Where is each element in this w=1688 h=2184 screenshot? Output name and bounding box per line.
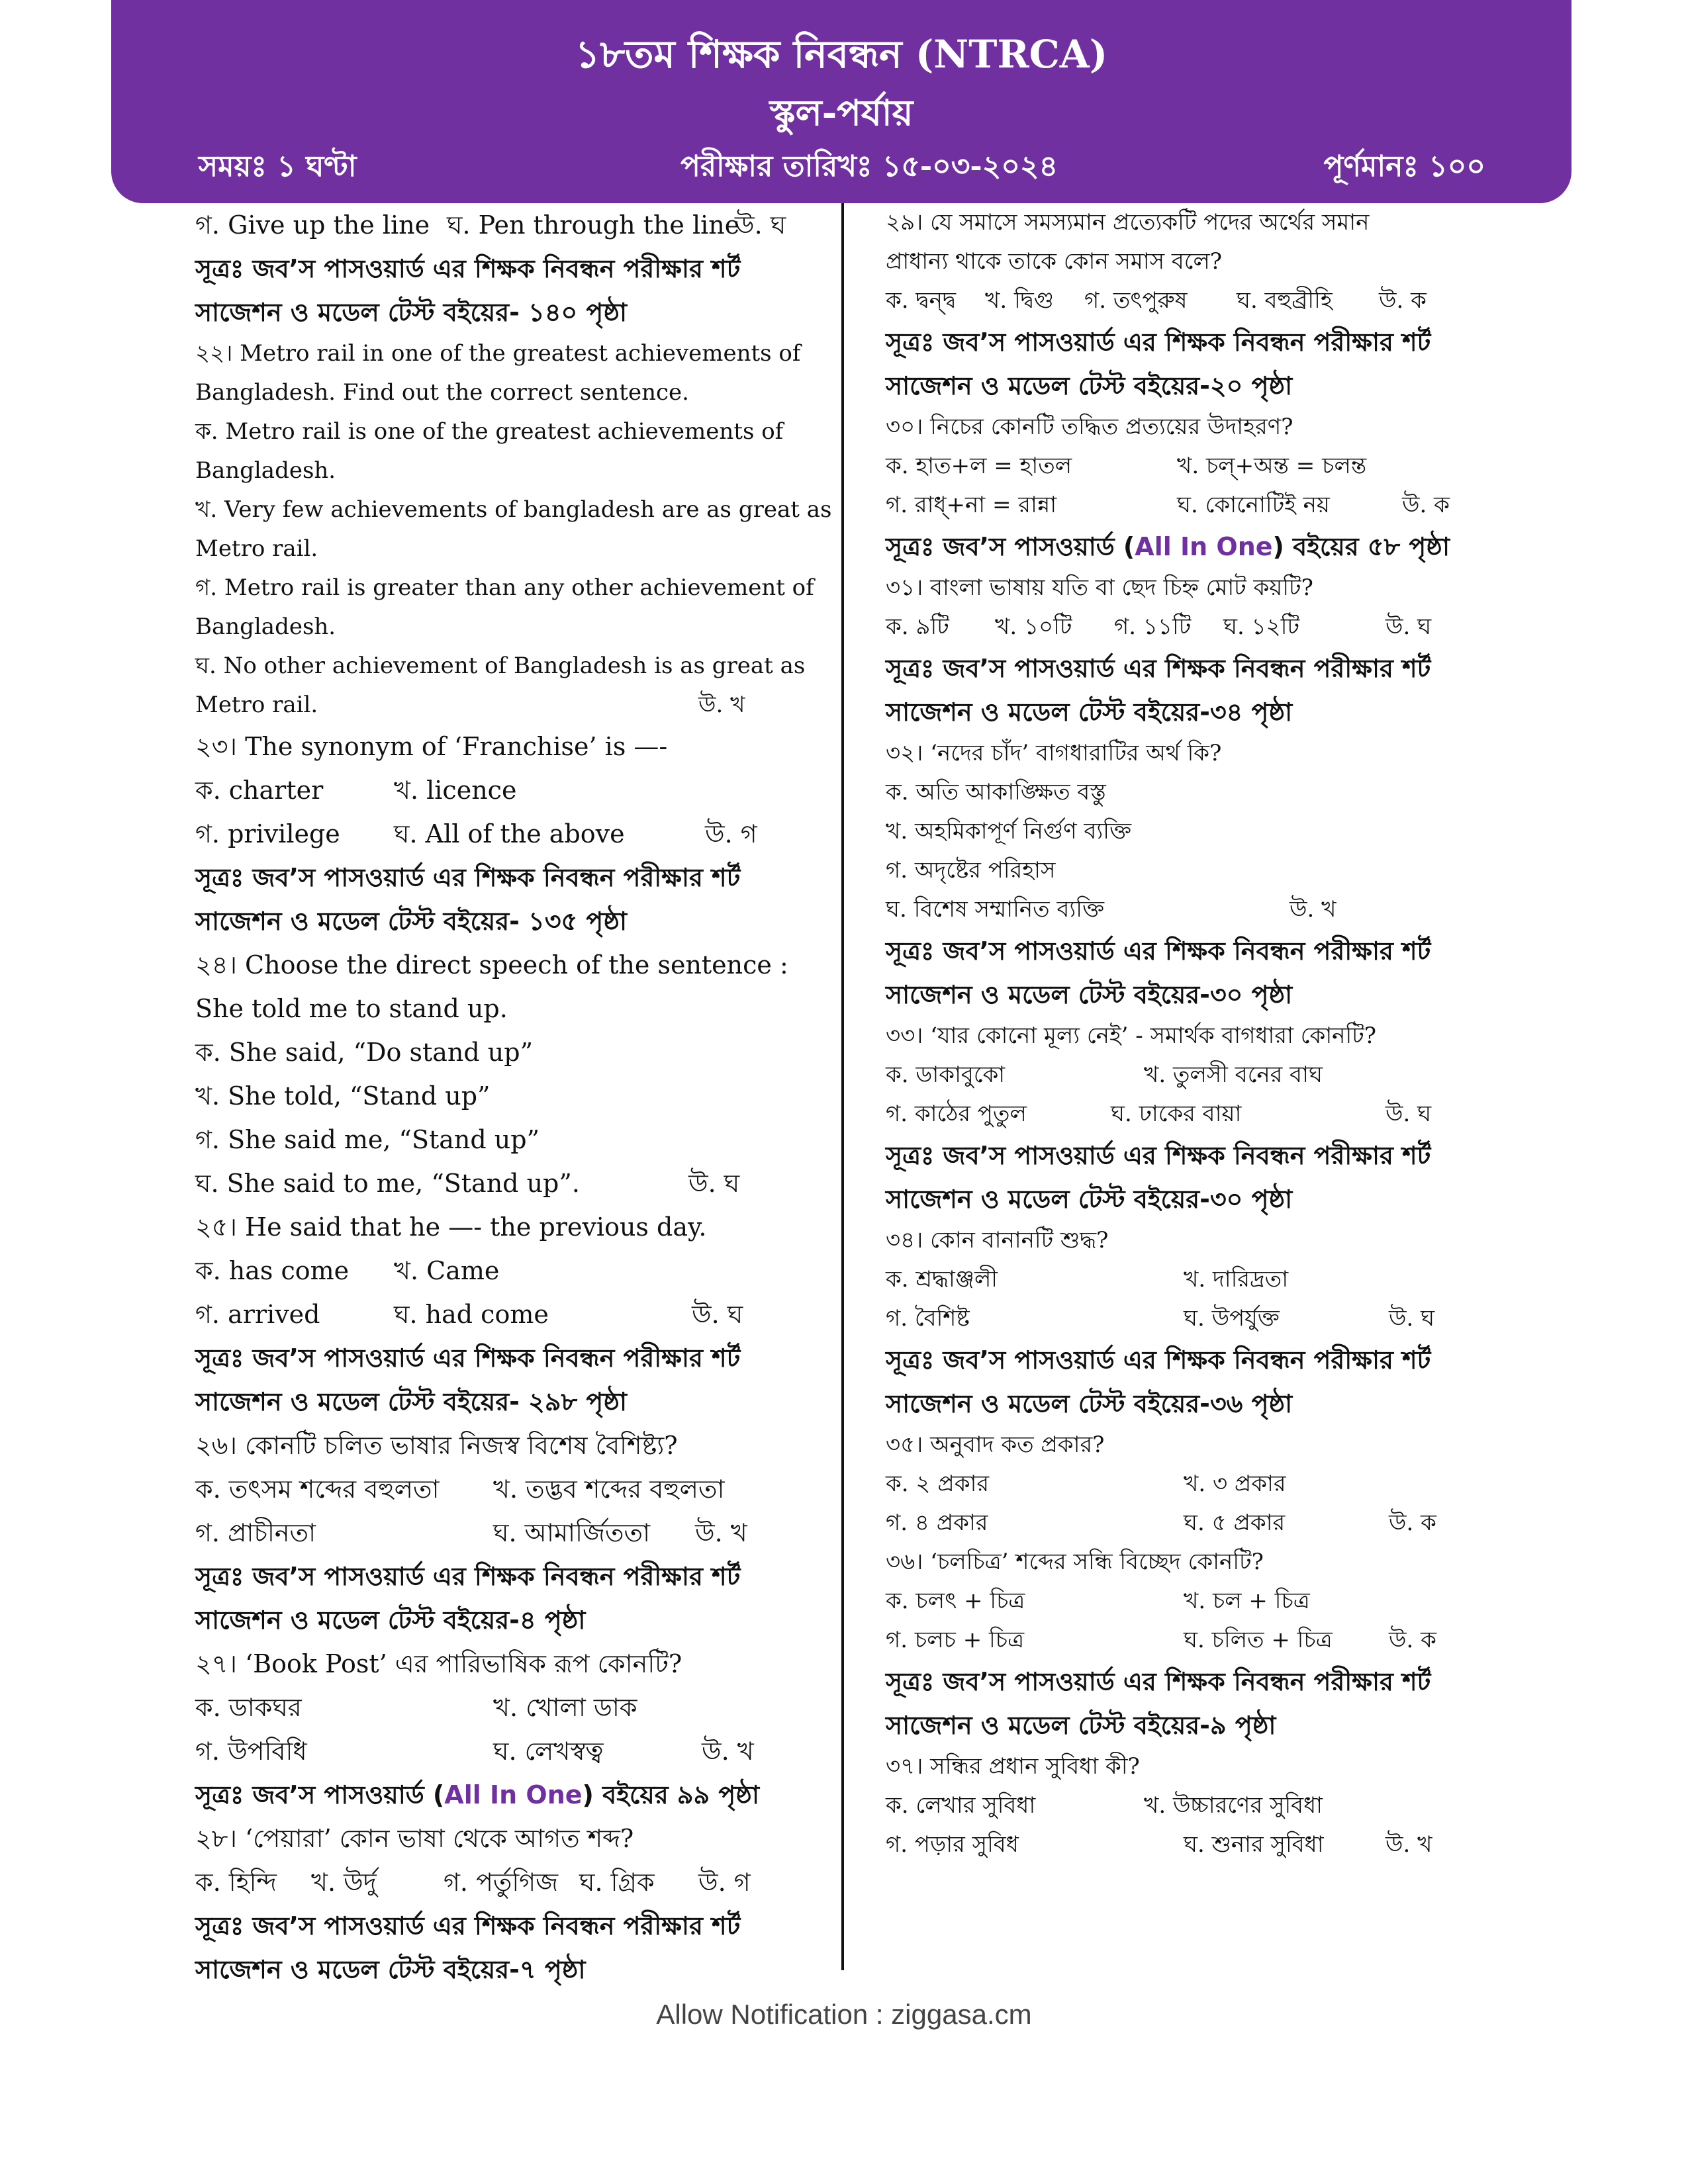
option-kh: খ. চল + চিত্র	[1184, 1588, 1310, 1614]
answer: উ. খ	[698, 692, 745, 718]
options-row	[195, 812, 824, 856]
question-text: প্রাধান্য থাকে তাকে কোন সমাস বলে?	[886, 248, 1223, 275]
answer: উ. ঘ	[1389, 1305, 1435, 1332]
option-kh: খ. Very few achievements of bangladesh are as great as	[195, 496, 832, 523]
options-row	[195, 1511, 824, 1555]
right-column	[886, 203, 1515, 1864]
question-text: ৩৭। সন্ধির প্রধান সুবিধা কী?	[886, 1753, 1140, 1780]
answer: উ. ক	[1389, 1510, 1436, 1536]
option-g: গ. She said me, “Stand up”	[195, 1125, 540, 1154]
options-row	[886, 1825, 1515, 1864]
source-line: সাজেশন ও মডেল টেস্ট বইয়ের- ২৯৮ পৃষ্ঠা	[195, 1387, 628, 1416]
source-line: সাজেশন ও মডেল টেস্ট বইয়ের-৩৬ পৃষ্ঠা	[886, 1389, 1293, 1418]
option-gh: ঘ. ১২টি	[1223, 614, 1300, 640]
option-k: ক. ডাকাবুকো	[886, 1062, 1006, 1088]
option-k: ক. charter	[195, 776, 324, 805]
option-kh: খ. তদ্ভব শব্দের বহুলতা	[493, 1475, 725, 1504]
options-row	[195, 1729, 824, 1773]
question-text: ৩০। নিচের কোনটি তদ্ধিত প্রত্যয়ের উদাহরণ?	[886, 414, 1293, 440]
question-text: ২৫। He said that he —- the previous day.	[195, 1212, 707, 1242]
header-banner	[111, 0, 1571, 203]
source-line: সূত্রঃ জব’স পাসওয়ার্ড এর শিক্ষক নিবন্ধন পরীক্ষার শর্ট	[195, 863, 741, 892]
options-row	[886, 1056, 1515, 1095]
option-gh: ঘ. had come	[394, 1300, 549, 1329]
options-row	[195, 768, 824, 812]
option-kh: খ. Came	[394, 1256, 500, 1285]
source-line: সূত্রঃ জব’স পাসওয়ার্ড এর শিক্ষক নিবন্ধন পরীক্ষার শর্ট	[886, 654, 1431, 683]
question-text: ৩৩। ‘যার কোনো মূল্য নেই’ - সমার্থক বাগধারা কোনটি?	[886, 1023, 1376, 1049]
option-k: ক. ২ প্রকার	[886, 1471, 990, 1497]
option-gh: ঘ. She said to me, “Stand up”.	[195, 1169, 580, 1198]
option-gh: ঘ. All of the above	[394, 819, 625, 848]
answer: উ. ঘ	[692, 1300, 743, 1329]
column-divider	[841, 203, 844, 1970]
q22-last-row	[195, 686, 824, 725]
option-g: গ. তৎপুরুষ	[1084, 287, 1188, 314]
option-g: গ. Give up the line	[195, 210, 430, 240]
option-k-cont: Bangladesh.	[195, 457, 336, 484]
option-k: ক. ডাকঘর	[195, 1693, 302, 1722]
q21-options	[195, 203, 824, 247]
source-line: সাজেশন ও মডেল টেস্ট বইয়ের- ১৩৫ পৃষ্ঠা	[195, 907, 628, 936]
option-k: ক. চলৎ + চিত্র	[886, 1588, 1025, 1614]
exam-title: ১৮তম শিক্ষক নিবন্ধন (NTRCA)	[575, 32, 1108, 77]
answer: উ. গ	[705, 819, 757, 848]
source-line: সাজেশন ও মডেল টেস্ট বইয়ের-৪ পৃষ্ঠা	[195, 1606, 586, 1635]
option-g: গ. ১১টি	[1114, 614, 1192, 640]
all-in-one-highlight: All In One	[444, 1780, 583, 1809]
options-row	[195, 1293, 824, 1336]
exam-meta-row	[111, 147, 1571, 187]
source-line	[195, 1773, 824, 1817]
option-g: গ. ৪ প্রকার	[886, 1510, 988, 1536]
source-line	[886, 525, 1515, 569]
option-k: ক. ৯টি	[886, 614, 949, 640]
option-gh: ঘ. ঢাকের বায়া	[1111, 1101, 1242, 1127]
source-line: সূত্রঃ জব’স পাসওয়ার্ড এর শিক্ষক নিবন্ধন পরীক্ষার শর্ট	[886, 1667, 1431, 1696]
answer: উ. ঘ	[735, 210, 786, 240]
option-g: গ. privilege	[195, 819, 340, 848]
source-line: সাজেশন ও মডেল টেস্ট বইয়ের-২০ পৃষ্ঠা	[886, 371, 1293, 400]
question-text: ৩৪। কোন বানানটি শুদ্ধ?	[886, 1227, 1109, 1253]
options-row	[886, 1095, 1515, 1134]
option-kh: খ. She told, “Stand up”	[195, 1081, 491, 1111]
options-row	[886, 1299, 1515, 1338]
question-text: She told me to stand up.	[195, 994, 508, 1023]
options-row	[886, 447, 1515, 486]
answer: উ. খ	[695, 1518, 747, 1547]
left-column	[195, 203, 832, 1991]
source-line: সাজেশন ও মডেল টেস্ট বইয়ের-৩৪ পৃষ্ঠা	[886, 698, 1293, 727]
answer: উ. ঘ	[1385, 1101, 1432, 1127]
option-gh: ঘ. আমার্জিততা	[493, 1518, 650, 1547]
option-g: গ. অদৃষ্টের পরিহাস	[886, 857, 1056, 884]
option-kh: খ. ৩ প্রকার	[1184, 1471, 1286, 1497]
option-gh: ঘ. বিশেষ সম্মানিত ব্যক্তি	[886, 896, 1105, 923]
option-g: গ. উপবিধি	[195, 1737, 307, 1766]
answer: উ. খ	[1289, 896, 1336, 923]
options-row	[886, 1465, 1515, 1504]
option-kh: খ. অহমিকাপূর্ণ নির্গুণ ব্যক্তি	[886, 818, 1132, 844]
option-gh: ঘ. কোনোটিই নয়	[1177, 492, 1330, 518]
option-k: ক. দ্বন্দ্ব	[886, 287, 957, 314]
option-gh: ঘ. চলিত + চিত্র	[1184, 1627, 1333, 1653]
options-row	[886, 1504, 1515, 1543]
question-text: ২৬। কোনটি চলিত ভাষার নিজস্ব বিশেষ বৈশিষ্ট্য?	[195, 1431, 678, 1460]
answer: উ. ক	[1402, 492, 1450, 518]
answer: উ. ঘ	[688, 1169, 740, 1198]
question-text: ২৭। ‘Book Post’ এর পারিভাষিক রূপ কোনটি?	[195, 1649, 682, 1678]
answer: উ. ক	[1389, 1627, 1436, 1653]
question-text: ২৩। The synonym of ‘Franchise’ is —-	[195, 732, 668, 761]
option-k: ক. She said, “Do stand up”	[195, 1038, 533, 1067]
options-row	[195, 1686, 824, 1729]
options-row	[886, 281, 1515, 320]
exam-date: পরীক্ষার তারিখঃ ১৫-০৩-২০২৪	[680, 150, 1058, 183]
option-gh: ঘ. বহুব্রীহি	[1237, 287, 1333, 314]
option-k: ক. has come	[195, 1256, 350, 1285]
option-gh: ঘ. লেখস্বত্ব	[493, 1737, 604, 1766]
option-kh: খ. উচ্চারণের সুবিধা	[1144, 1792, 1323, 1819]
options-row	[886, 608, 1515, 647]
question-text: ২২। Metro rail in one of the greatest achievements of	[195, 340, 801, 367]
option-g: গ. পড়ার সুবিধ	[886, 1831, 1019, 1858]
source-line: সাজেশন ও মডেল টেস্ট বইয়ের- ১৪০ পৃষ্ঠা	[195, 298, 628, 327]
question-text: ৩২। ‘নদের চাঁদ’ বাগধারাটির অর্থ কি?	[886, 740, 1222, 766]
footer-notification-text: Allow Notification : ziggasa.cm	[656, 1999, 1032, 2030]
option-g: গ. চলচ + চিত্র	[886, 1627, 1025, 1653]
answer: উ. খ	[1385, 1831, 1432, 1858]
option-k: ক. হাত+ল = হাতল	[886, 453, 1072, 479]
option-gh: ঘ. Pen through the line	[447, 210, 740, 240]
options-row	[195, 1860, 824, 1904]
source-line: সূত্রঃ জব’স পাসওয়ার্ড এর শিক্ষক নিবন্ধন পরীক্ষার শর্ট	[886, 328, 1431, 357]
options-row	[195, 1161, 824, 1205]
option-kh: খ. দারিদ্রতা	[1184, 1266, 1289, 1293]
option-gh: ঘ. শুনার সুবিধা	[1184, 1831, 1324, 1858]
question-text: ২৮। ‘পেয়ারা’ কোন ভাষা থেকে আগত শব্দ?	[195, 1824, 634, 1853]
option-g: গ. রাধ্‌+না = রান্না	[886, 492, 1057, 518]
option-gh-cont: Metro rail.	[195, 692, 318, 718]
source-line: সূত্রঃ জব’স পাসওয়ার্ড এর শিক্ষক নিবন্ধন পরীক্ষার শর্ট	[195, 1562, 741, 1591]
option-k: ক. শ্রদ্ধাঞ্জলী	[886, 1266, 998, 1293]
exam-marks: পূর্ণমানঃ ১০০	[1323, 150, 1485, 183]
source-line: সাজেশন ও মডেল টেস্ট বইয়ের-৩০ পৃষ্ঠা	[886, 1185, 1293, 1214]
question-text: ২৪। Choose the direct speech of the sentence :	[195, 950, 788, 979]
source-line: সূত্রঃ জব’স পাসওয়ার্ড এর শিক্ষক নিবন্ধন পরীক্ষার শর্ট	[195, 254, 741, 283]
option-kh: খ. দ্বিগু	[985, 287, 1055, 314]
source-suffix: ) বইয়ের ৯৯ পৃষ্ঠা	[582, 1780, 759, 1809]
option-kh: খ. ১০টি	[995, 614, 1072, 640]
option-g: গ. প্রাচীনতা	[195, 1518, 316, 1547]
option-g: গ. কাঠের পুতুল	[886, 1101, 1027, 1127]
source-line: সূত্রঃ জব’স পাসওয়ার্ড এর শিক্ষক নিবন্ধন পরীক্ষার শর্ট	[195, 1343, 741, 1373]
source-line: সাজেশন ও মডেল টেস্ট বইয়ের-৭ পৃষ্ঠা	[195, 1955, 586, 1984]
answer: উ. ক	[1379, 287, 1427, 314]
options-row	[886, 1786, 1515, 1825]
options-row	[886, 1260, 1515, 1299]
all-in-one-highlight: All In One	[1135, 532, 1273, 561]
exam-time: সময়ঃ ১ ঘণ্টা	[199, 150, 357, 183]
option-kh: খ. চল্‌+অন্ত = চলন্ত	[1177, 453, 1367, 479]
option-g: গ. arrived	[195, 1300, 320, 1329]
source-line: সূত্রঃ জব’স পাসওয়ার্ড এর শিক্ষক নিবন্ধন পরীক্ষার শর্ট	[886, 936, 1431, 966]
source-line: সাজেশন ও মডেল টেস্ট বইয়ের-৯ পৃষ্ঠা	[886, 1711, 1276, 1740]
option-kh-cont: Metro rail.	[195, 535, 318, 562]
source-suffix: ) বইয়ের ৫৮ পৃষ্ঠা	[1272, 532, 1450, 561]
source-line: সূত্রঃ জব’স পাসওয়ার্ড এর শিক্ষক নিবন্ধন পরীক্ষার শর্ট	[886, 1345, 1431, 1375]
option-k: ক. হিন্দি	[195, 1868, 277, 1897]
question-text: ৩৫। অনুবাদ কত প্রকার?	[886, 1432, 1105, 1458]
option-kh: খ. খোলা ডাক	[493, 1693, 637, 1722]
source-prefix: সূত্রঃ জব’স পাসওয়ার্ড (	[195, 1780, 445, 1809]
source-line: সূত্রঃ জব’স পাসওয়ার্ড এর শিক্ষক নিবন্ধন পরীক্ষার শর্ট	[886, 1141, 1431, 1170]
options-row	[886, 890, 1515, 929]
option-gh: ঘ. গ্রিক	[579, 1868, 655, 1897]
option-k: ক. অতি আকাঙ্ক্ষিত বস্তু	[886, 779, 1106, 805]
option-kh: খ. উর্দু	[311, 1868, 377, 1897]
options-row	[886, 486, 1515, 525]
answer: উ. ঘ	[1385, 614, 1432, 640]
option-g: গ. পর্তুগিজ	[444, 1868, 559, 1897]
options-row	[195, 1467, 824, 1511]
option-gh: ঘ. উপর্যুক্ত	[1184, 1305, 1280, 1332]
answer: উ. খ	[702, 1737, 754, 1766]
source-prefix: সূত্রঃ জব’স পাসওয়ার্ড (	[886, 532, 1135, 561]
source-line: সাজেশন ও মডেল টেস্ট বইয়ের-৩০ পৃষ্ঠা	[886, 980, 1293, 1009]
question-text: ৩১। বাংলা ভাষায় যতি বা ছেদ চিহ্ন মোট কয়টি?	[886, 574, 1313, 601]
source-line: সূত্রঃ জব’স পাসওয়ার্ড এর শিক্ষক নিবন্ধন পরীক্ষার শর্ট	[195, 1911, 741, 1940]
option-g-cont: Bangladesh.	[195, 614, 336, 640]
options-row	[886, 1621, 1515, 1660]
options-row	[886, 1582, 1515, 1621]
option-gh: ঘ. No other achievement of Bangladesh is as great as	[195, 653, 806, 679]
option-k: ক. Metro rail is one of the greatest achievements of	[195, 418, 784, 445]
option-g: গ. বৈশিষ্ট	[886, 1305, 970, 1332]
option-k: ক. লেখার সুবিধা	[886, 1792, 1036, 1819]
option-g: গ. Metro rail is greater than any other achievement of	[195, 574, 814, 601]
exam-level: স্কুল-পর্যায়	[769, 91, 914, 134]
question-text: ২৯। যে সমাসে সমস্যমান প্রত্যেকটি পদের অর্থের সমান	[886, 209, 1370, 236]
option-kh: খ. licence	[394, 776, 517, 805]
question-text: Bangladesh. Find out the correct sentence.	[195, 379, 689, 406]
option-k: ক. তৎসম শব্দের বহুলতা	[195, 1475, 440, 1504]
answer: উ. গ	[698, 1868, 751, 1897]
option-kh: খ. তুলসী বনের বাঘ	[1144, 1062, 1323, 1088]
option-gh: ঘ. ৫ প্রকার	[1184, 1510, 1286, 1536]
options-row	[195, 1249, 824, 1293]
question-text: ৩৬। ‘চলচিত্র’ শব্দের সন্ধি বিচ্ছেদ কোনটি?	[886, 1549, 1264, 1575]
